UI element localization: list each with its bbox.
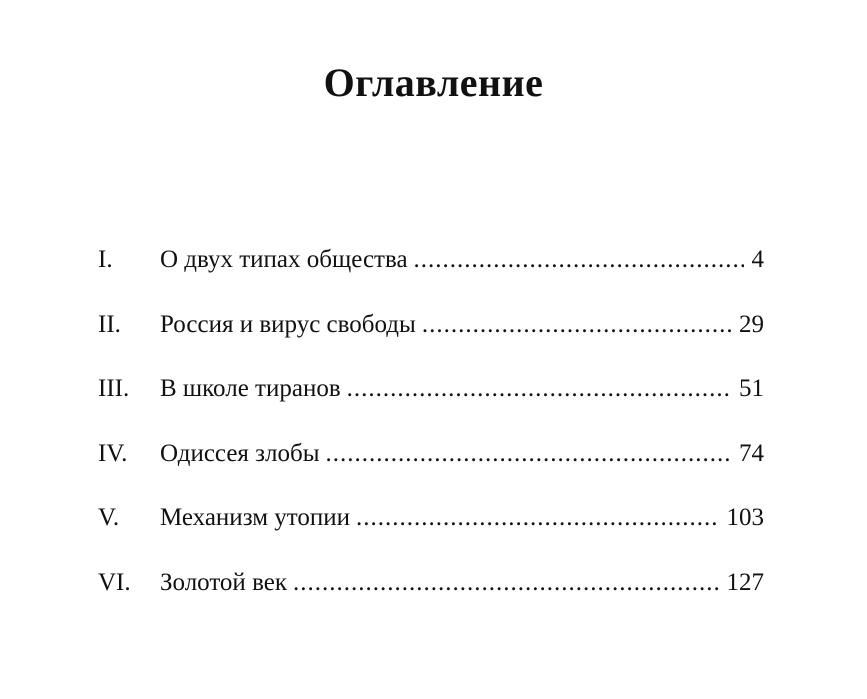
- toc-entry-body: [160, 305, 764, 345]
- toc-entry[interactable]: [98, 563, 764, 628]
- dot-leader: [356, 498, 718, 538]
- toc-entry-body: [160, 498, 764, 538]
- dot-leader: [347, 369, 731, 409]
- dot-leader: [422, 305, 731, 345]
- toc-entry-body: [160, 240, 764, 280]
- table-of-contents: [98, 240, 764, 627]
- toc-entry[interactable]: [98, 305, 764, 370]
- dot-leader: [293, 563, 719, 603]
- dot-leader: [326, 434, 731, 474]
- chapter-number: I.: [98, 246, 113, 273]
- toc-entry-body: [160, 434, 764, 474]
- toc-entry[interactable]: [98, 369, 764, 434]
- toc-entry-body: [160, 369, 764, 409]
- chapter-number: IV.: [98, 439, 128, 467]
- chapter-title[interactable]: О двух типах общества: [160, 246, 408, 273]
- chapter-number: VI.: [98, 568, 131, 596]
- chapter-number: II.: [98, 310, 121, 338]
- page-number[interactable]: 4: [751, 246, 764, 273]
- page-number[interactable]: 103: [726, 504, 764, 531]
- chapter-title[interactable]: Механизм утопии: [160, 504, 351, 531]
- page-number[interactable]: 74: [739, 439, 764, 467]
- page-number[interactable]: 51: [739, 375, 764, 402]
- toc-entry-body: [160, 563, 764, 603]
- page-number[interactable]: 29: [739, 310, 764, 338]
- chapter-number: III.: [98, 375, 130, 402]
- chapter-title[interactable]: Россия и вирус свободы: [160, 310, 416, 338]
- dot-leader: [414, 240, 744, 280]
- toc-entry[interactable]: [98, 434, 764, 499]
- page-title: Оглавление: [323, 59, 544, 105]
- chapter-number: V.: [98, 504, 120, 531]
- toc-entry[interactable]: [98, 240, 764, 305]
- chapter-title[interactable]: Одиссея злобы: [160, 439, 320, 467]
- chapter-title[interactable]: В школе тиранов: [160, 375, 341, 402]
- chapter-title[interactable]: Золотой век: [160, 568, 287, 596]
- page-number[interactable]: 127: [726, 568, 764, 596]
- toc-entry[interactable]: [98, 498, 764, 563]
